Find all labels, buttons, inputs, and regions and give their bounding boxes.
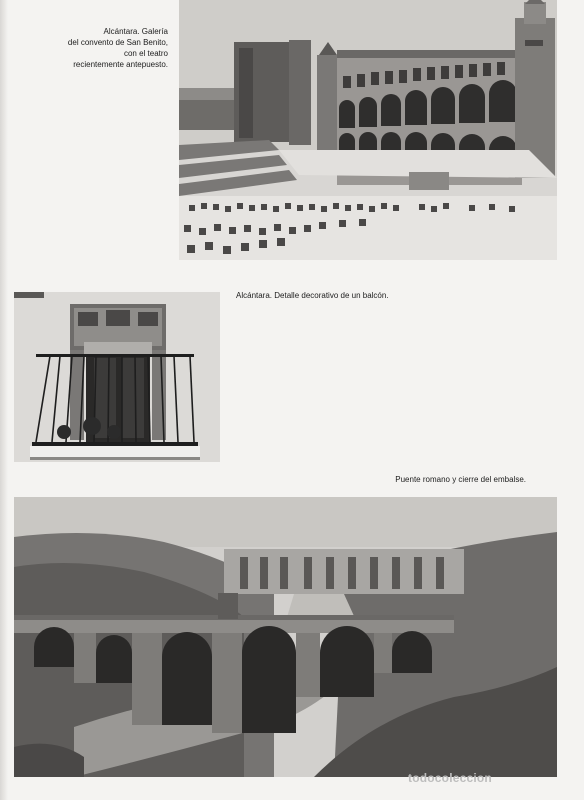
caption-convent [40, 26, 168, 70]
photo-convent-gallery [179, 0, 557, 260]
photo-balcony [14, 292, 220, 462]
caption-line: del convento de San Benito, [67, 38, 168, 47]
watermark: todocoleccion [408, 771, 492, 785]
photo-roman-bridge [14, 497, 557, 777]
page-edge [0, 0, 8, 800]
caption-line: con el teatro [123, 49, 168, 58]
caption-line: recientemente antepuesto. [73, 60, 168, 69]
caption-balcony: Alcántara. Detalle decorativo de un balcón. [236, 291, 389, 300]
caption-line: Alcántara. Galería [103, 27, 168, 36]
caption-bridge: Puente romano y cierre del embalse. [395, 475, 526, 484]
